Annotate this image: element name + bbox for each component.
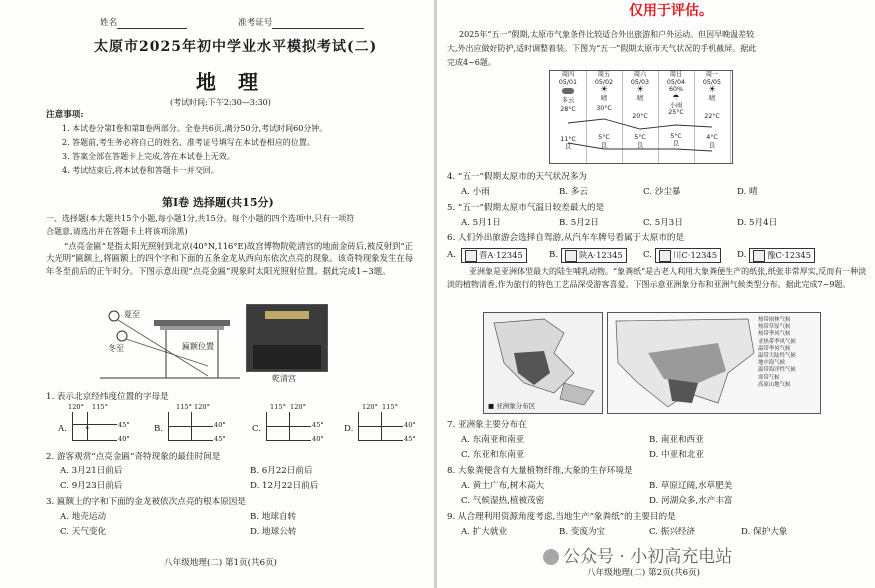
q8-option-d: D. 河湖众多,水产丰富 — [649, 496, 733, 506]
q3-option-c: C. 天气变化 — [60, 527, 107, 537]
q2-option-b: B. 6月22日前后 — [250, 466, 313, 476]
q5-option-d: D. 5月4日 — [737, 218, 778, 228]
sunlight-diagram — [100, 306, 240, 382]
notice-3: 3. 答案全部在答题卡上完成,答在本试卷上无效。 — [62, 152, 235, 161]
q1-option-c-label: C. — [252, 424, 262, 434]
weather-high: 30°C — [596, 104, 612, 112]
q9-option-a: A. 扩大就业 — [461, 527, 508, 537]
q2-option-c: C. 9月23日前后 — [60, 481, 123, 491]
exam-time: (考试时间:下午2:30—3:30) — [170, 98, 271, 107]
exam-no-field: 准考证号 — [238, 18, 364, 29]
q4-option-d: D. 晴 — [737, 187, 758, 197]
elephant-legend: ■ 亚洲象分布区 — [488, 402, 536, 410]
q1-stem: 1. 表示北京经纬度位置的字母是 — [46, 392, 169, 402]
q7-option-b: B. 南亚和西亚 — [649, 435, 704, 445]
q8-option-b: B. 草原辽阔,水草肥美 — [649, 481, 733, 491]
q3-option-d: D. 地球公转 — [250, 527, 297, 537]
q1-a-lon-2: 115° — [92, 403, 108, 411]
q1-a-lat-1: 45° — [118, 421, 130, 429]
summer-sun-icon — [109, 311, 119, 321]
q1-grid-d — [358, 412, 403, 441]
q5-stem: 5. “五一”假期太原市气温日较差最大的是 — [447, 203, 605, 213]
plate-a: 晋A·12345 — [461, 248, 527, 263]
weather-low: 5°C — [634, 134, 646, 141]
weather-air: 良 — [672, 140, 680, 147]
intro-line-2: 大,外出应做好防护,适时调整着装。下图为“五一”假期太原市天气状况的手机截屏。据此 — [447, 44, 757, 53]
weather-day-label: 周一 — [705, 71, 719, 78]
q3-option-b: B. 地球自转 — [250, 512, 297, 522]
plate-d: 豫C·12345 — [749, 248, 815, 263]
wechat-watermark: 公众号 · 小初高充电站 — [543, 542, 732, 567]
weather-day-label: 周五 — [597, 71, 611, 78]
q9-option-d: D. 保护大象 — [741, 527, 788, 537]
weather-low: 4°C — [706, 134, 718, 141]
intro-line-1: 2025年“五一”假期,太原市气象条件比较适合外出旅游和户外运动。但因早晚温差较 — [459, 30, 755, 39]
weather-day-label: 周日 — [669, 71, 683, 78]
q2-option-d: D. 12月22日前后 — [250, 481, 319, 491]
winter-sun-icon — [117, 331, 127, 341]
weather-day-label: 周六 — [633, 71, 647, 78]
weather-high: 28°C — [560, 106, 576, 113]
q4-option-c: C. 沙尘暴 — [643, 187, 681, 197]
q9-stem: 9. 从合理利用资源角度考虑,当地生产“象粪纸”的主要目的是 — [447, 512, 676, 522]
elephant-map-svg — [484, 313, 602, 413]
legend-item: 寒带气候 — [758, 374, 780, 381]
q1-c-lon-2: 120° — [290, 403, 306, 411]
q6-stem: 6. 人们外出旅游会选择自驾游,从汽车车牌号看属于太原市的是 — [447, 233, 685, 243]
plaque-image — [265, 311, 309, 319]
q8-option-a: A. 黄土广布,树木高大 — [461, 481, 545, 491]
rain-icon: ☂ — [672, 92, 680, 102]
legend-item: 高原山地气候 — [758, 381, 791, 388]
q6-option-b: B. — [549, 250, 559, 260]
passage-1: “点亮金匾”是指太阳光照射到北京(40°N,116°E)故宫博物院乾清宫的地面金砖后,被反射到“正大光明”匾额上,将匾额上的四个字和下面的五条金龙从西向东依次点亮的现象。该奇特现象发生在每年冬至前后的正午时分。下图示意出现“点亮金匾”现象时太阳光照射位置。据此完成1~3题。 — [46, 241, 414, 276]
q1-c-lat-1: 45° — [312, 421, 324, 429]
q5-option-a: A. 5月1日 — [461, 218, 501, 228]
q1-b-lon-2: 120° — [194, 403, 210, 411]
weather-air: 良 — [708, 141, 716, 149]
q6-option-d: D. — [737, 250, 747, 260]
left-footer: 八年级地理(二) 第1页(共6页) — [164, 558, 278, 568]
q6-option-c: C. — [643, 250, 653, 260]
q3-option-a: A. 地壳运动 — [60, 512, 107, 522]
weather-high: 22°C — [704, 112, 720, 120]
wechat-icon — [543, 549, 559, 565]
hall-caption: 乾清宫 — [272, 374, 296, 383]
exam-title: 太原市2025年初中学业水平模拟考试(二) — [94, 39, 378, 55]
q1-option-d-label: D. — [344, 424, 354, 434]
weather-air: 良 — [564, 143, 572, 150]
legend-item: 亚热带季风气候 — [758, 338, 796, 345]
q1-c-lat-2: 40° — [312, 435, 324, 443]
sun-icon: ☀ — [707, 85, 717, 95]
name-field: 姓名 — [100, 18, 187, 29]
passage-2: 亚洲象是亚洲体型最大的陆生哺乳动物。“象粪纸”是古老人利用大象粪便生产的纸张,纸张非常厚实,反而有一种淡淡的植物清香,作为旅行的特色工艺品深受游客喜爱。下图示意亚洲象分布和亚洲气候类型分布。据此完成7~9题。 — [447, 267, 867, 289]
notice-2: 2. 答题前,考生务必将自己的姓名、准考证号填写在本试卷相应的位置。 — [62, 138, 315, 147]
q1-a-lat-2: 40° — [118, 435, 130, 443]
elephant-distribution-map — [483, 312, 603, 414]
right-footer: 八年级地理(二) 第2页(共6页) — [587, 568, 701, 578]
section-title: 第Ⅰ卷 选择题(共15分) — [162, 196, 274, 209]
q4-stem: 4. “五一”假期太原市的天气状况多为 — [447, 172, 588, 182]
section-intro-1: 一、选择题(本大题共15个小题,每小题1分,共15分。每个小题的四个选项中,只有一项符 — [46, 214, 355, 223]
q1-d-lat-1: 40° — [404, 421, 416, 429]
legend-item: 温带大陆性气候 — [758, 353, 796, 360]
q1-d-lat-2: 45° — [404, 435, 416, 443]
q1-d-lon-1: 120° — [362, 403, 378, 411]
left-page — [0, 0, 434, 588]
q1-grid-c — [266, 412, 311, 441]
weather-desc: 多云 — [561, 96, 575, 104]
q1-b-lat-1: 40° — [214, 421, 226, 429]
sun-icon: ☀ — [635, 85, 645, 95]
weather-desc: 晴 — [600, 95, 608, 102]
notice-heading: 注意事项: — [46, 110, 84, 120]
weather-desc: 晴 — [636, 95, 644, 102]
q6-option-a: A. — [447, 250, 456, 260]
asia-climate-map — [607, 312, 821, 414]
legend-item: 温带海洋性气候 — [758, 367, 796, 374]
weather-date: 05/02 — [594, 78, 614, 86]
weather-desc: 小雨 — [669, 101, 683, 109]
winter-label: 冬至 — [108, 344, 124, 353]
q5-option-b: B. 5月2日 — [559, 218, 599, 228]
q7-option-d: D. 中亚和北亚 — [649, 450, 705, 460]
qianqing-hall-photo — [246, 304, 328, 372]
weather-air: 良 — [600, 141, 608, 149]
weather-screenshot — [549, 70, 733, 164]
rain-probability: 60% — [669, 86, 683, 93]
temperature-curves — [550, 71, 732, 163]
q8-stem: 8. 大象粪便含有大量植物纤维,大象的生存环境是 — [447, 466, 633, 476]
q1-grids — [58, 403, 438, 446]
weather-date: 05/05 — [702, 78, 722, 86]
q7-option-c: C. 东亚和东南亚 — [461, 450, 525, 460]
q1-grid-b — [168, 412, 213, 441]
weather-low: 11°C — [560, 135, 576, 143]
sun-icon: ☀ — [599, 85, 609, 95]
q7-stem: 7. 亚洲象主要分布在 — [447, 420, 527, 430]
q3-stem: 3. 匾额上的字和下面的金龙被依次点亮的根本原因是 — [46, 497, 246, 507]
weather-date: 05/04 — [666, 78, 686, 86]
weather-day-label: 周四 — [561, 71, 575, 78]
q4-option-a: A. 小雨 — [461, 187, 490, 197]
q9-option-c: C. 振兴经济 — [649, 527, 696, 537]
q1-grid-a: • — [72, 412, 117, 441]
evaluation-stamp: 仅用于评估。 — [629, 3, 713, 19]
legend-item: 热带雨林气候 — [758, 317, 791, 323]
weather-air: 良 — [636, 141, 644, 149]
notice-4: 4. 考试结束后,将本试卷和答题卡一并交回。 — [62, 166, 219, 175]
q4-option-b: B. 多云 — [559, 187, 588, 197]
climate-map-svg — [608, 313, 758, 413]
q1-option-a-label: A. — [58, 424, 67, 434]
weather-low: 5°C — [598, 134, 610, 141]
q1-c-lon-1: 115° — [270, 403, 286, 411]
q1-option-b-label: B. — [154, 424, 164, 434]
weather-high: 20°C — [632, 112, 648, 120]
legend-item: 热带季风气候 — [758, 331, 791, 338]
q7-option-a: A. 东南亚和南亚 — [461, 435, 525, 445]
right-page — [437, 0, 875, 588]
q5-option-c: C. 5月3日 — [643, 218, 683, 228]
section-intro-2: 合题意,请选出并在答题卡上将该项涂黑) — [46, 227, 188, 236]
intro-line-3: 完成4~6题。 — [447, 58, 496, 67]
q1-b-lon-1: 115° — [176, 403, 192, 411]
legend-item: 热带草原气候 — [758, 324, 791, 331]
q9-option-b: B. 变废为宝 — [559, 527, 606, 537]
climate-legend — [758, 317, 820, 389]
weather-low: 5°C — [670, 132, 682, 140]
plate-b: 陕A·12345 — [561, 248, 627, 263]
weather-desc: 晴 — [708, 95, 716, 102]
weather-high: 25°C — [668, 109, 684, 116]
notice-1: 1. 本试卷分第Ⅰ卷和第Ⅱ卷两部分。全卷共6页,满分50分,考试时间60分钟。 — [62, 124, 328, 133]
weather-date: 05/03 — [630, 78, 650, 86]
q1-b-lat-2: 45° — [214, 435, 226, 443]
legend-item: 地中海气候 — [758, 360, 785, 367]
plate-c: 川C·12345 — [655, 248, 721, 263]
legend-item: 温带季风气候 — [758, 345, 791, 352]
q2-stem: 2. 游客观赏“点亮金匾”奇特现象的最佳时间是 — [46, 452, 221, 462]
plaque-label: 匾额位置 — [182, 342, 214, 351]
summer-label: 夏至 — [124, 310, 140, 319]
q1-a-lon-1: 120° — [68, 403, 84, 411]
weather-date: 05/01 — [558, 78, 578, 86]
subject-title: 地理 — [196, 70, 280, 94]
q1-d-lon-2: 115° — [382, 403, 398, 411]
q8-option-c: C. 气候湿热,植被茂密 — [461, 496, 545, 506]
q2-option-a: A. 3月21日前后 — [60, 466, 123, 476]
